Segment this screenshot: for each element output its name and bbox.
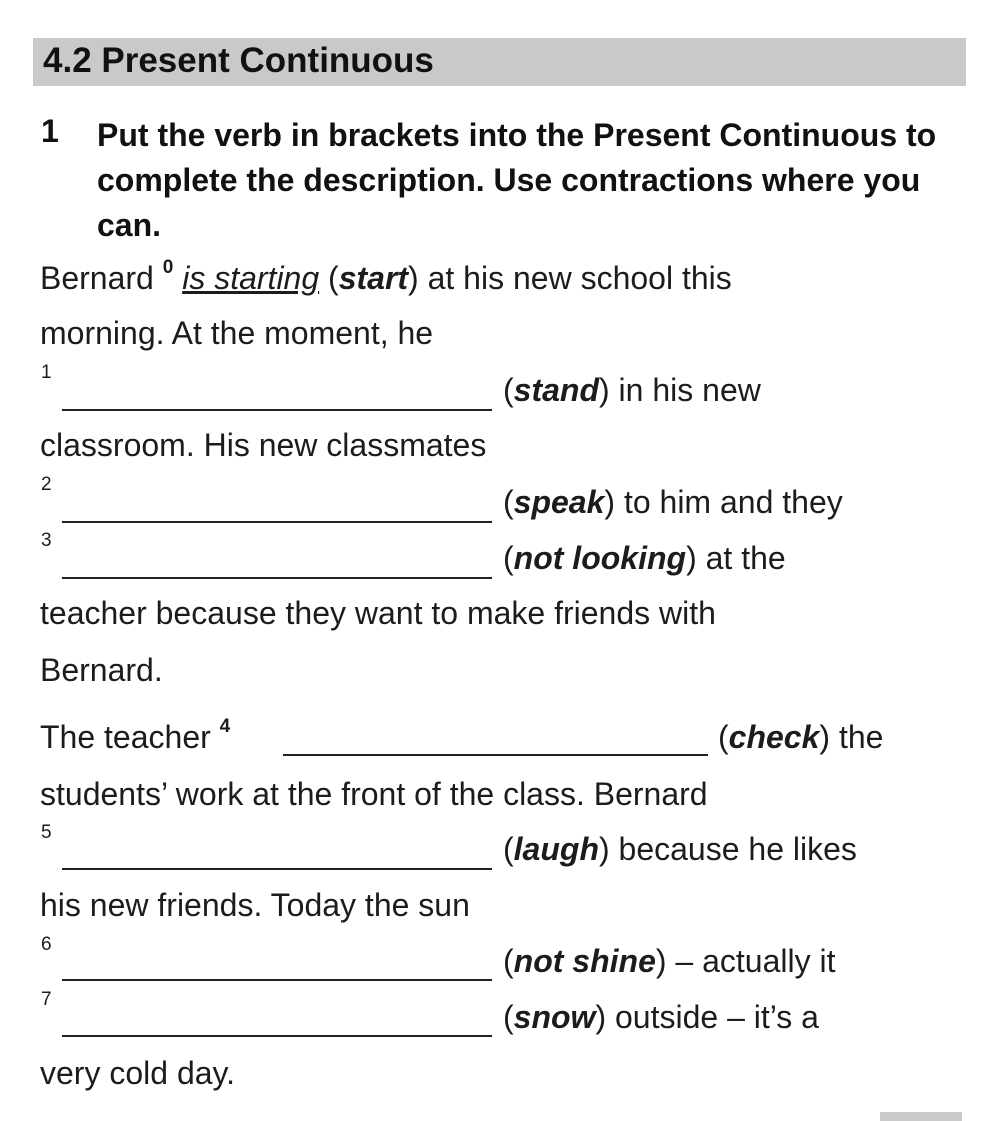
text-line-8: teacher because they want to make friends with bbox=[40, 595, 716, 631]
example-verb: start bbox=[338, 260, 409, 296]
item-number: 4 bbox=[219, 716, 231, 737]
answer-blank-5[interactable] bbox=[62, 868, 492, 870]
answer-blank-1[interactable] bbox=[62, 409, 492, 411]
answer-blank-7[interactable] bbox=[62, 1035, 492, 1037]
item-verb: laugh bbox=[513, 831, 599, 867]
page-corner-bar bbox=[880, 1112, 962, 1121]
item-verb: not shine bbox=[513, 943, 656, 979]
item-7-text: (snow) outside – it’s a bbox=[503, 999, 819, 1035]
item-number: 1 bbox=[41, 362, 52, 383]
section-header bbox=[33, 38, 966, 86]
item-number: 5 bbox=[41, 822, 52, 843]
item-1-text: (stand) in his new bbox=[503, 372, 761, 408]
answer-blank-3[interactable] bbox=[62, 577, 492, 579]
item-verb: speak bbox=[513, 484, 605, 520]
example-number: 0 bbox=[162, 257, 174, 278]
item-number: 7 bbox=[41, 989, 52, 1010]
instruction-text: Put the verb in brackets into the Present Continuous to complete the description. Use contractions where you can. bbox=[97, 117, 937, 243]
text-line-1: Bernard $^0$ is starting (start) at his new school this bbox=[40, 257, 732, 296]
item-verb: stand bbox=[513, 372, 599, 408]
item-number: 2 bbox=[41, 474, 52, 495]
item-number: 6 bbox=[41, 934, 52, 955]
item-verb: not looking bbox=[513, 540, 687, 576]
text-line-13: his new friends. Today the sun bbox=[40, 887, 470, 923]
item-2-text: (speak) to him and they bbox=[503, 484, 843, 520]
item-verb: snow bbox=[513, 999, 596, 1035]
text-line-11: students’ work at the front of the class. Bernard bbox=[40, 776, 708, 812]
text-line-9: Bernard. bbox=[40, 652, 163, 688]
answer-blank-4[interactable] bbox=[283, 754, 708, 756]
text-line-16: very cold day. bbox=[40, 1055, 236, 1091]
text-line-10: The teacher $^4$ bbox=[40, 716, 231, 755]
answer-blank-6[interactable] bbox=[62, 979, 492, 981]
text-line-4: classroom. His new classmates bbox=[40, 427, 487, 463]
item-3-text: (not looking) at the bbox=[503, 540, 786, 576]
item-4-text: (check) the bbox=[718, 719, 884, 755]
item-number: 3 bbox=[41, 530, 52, 551]
example-answer: is starting bbox=[182, 260, 320, 296]
item-verb: check bbox=[728, 719, 820, 755]
item-6-text: (not shine) – actually it bbox=[503, 943, 836, 979]
text-line-2: morning. At the moment, he bbox=[40, 315, 434, 351]
item-5-text: (laugh) because he likes bbox=[503, 831, 857, 867]
section-title: 4.2 Present Continuous bbox=[43, 41, 434, 80]
instruction-number: 1 bbox=[41, 113, 59, 149]
answer-blank-2[interactable] bbox=[62, 521, 492, 523]
